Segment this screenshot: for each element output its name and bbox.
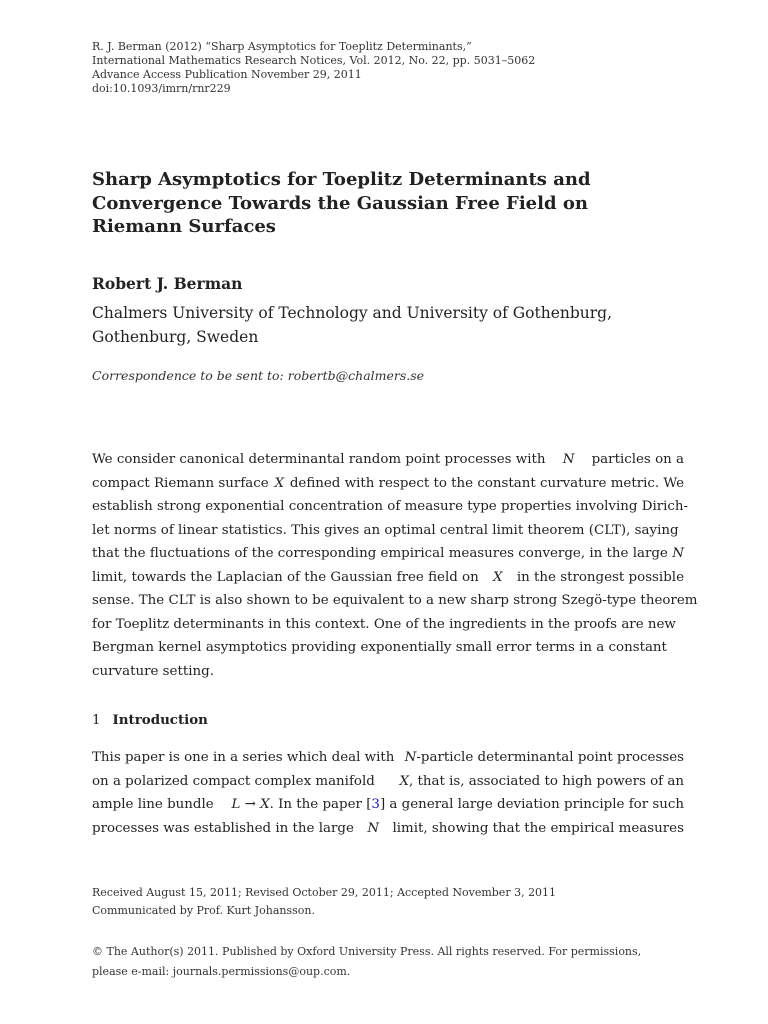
- abstract-line: Bergman kernel asymptotics providing exponentially small error terms in a constant: [92, 640, 667, 655]
- intro-line: ample line bundle L → X. In the paper [3] a general large deviation principle for such: [92, 797, 684, 812]
- copyright-line-1: © The Author(s) 2011. Published by Oxford University Press. All rights reserved. For permissions,: [92, 945, 642, 958]
- journal-header: [92, 40, 535, 96]
- section-heading: [92, 712, 208, 728]
- abstract-line: limit, towards the Laplacian of the Gaussian free field on X in the strongest possible: [92, 569, 684, 585]
- abstract-line: We consider canonical determinantal random point processes with N particles on a: [92, 452, 684, 467]
- affiliation-line-1: Chalmers University of Technology and University of Gothenburg,: [92, 304, 613, 322]
- abstract-line: compact Riemann surface X defined with respect to the constant curvature metric. We: [92, 475, 684, 491]
- title-line-1: Sharp Asymptotics for Toeplitz Determinants and: [92, 169, 591, 190]
- intro-line: This paper is one in a series which deal with N-particle determinantal point processes: [92, 750, 684, 765]
- introduction-text: [92, 746, 684, 840]
- correspondence: Correspondence to be sent to: robertb@chalmers.se: [92, 368, 425, 383]
- title-line-3: Riemann Surfaces: [92, 216, 276, 237]
- title-line-2: Convergence Towards the Gaussian Free Field on: [92, 192, 588, 214]
- abstract-line: that the fluctuations of the corresponding empirical measures converge, in the large N: [92, 546, 684, 561]
- citation-link[interactable]: 3: [371, 797, 380, 812]
- copyright-line-2: please e-mail: journals.permissions@oup.com.: [92, 965, 351, 978]
- received-info: [92, 884, 556, 920]
- intro-line: on a polarized compact complex manifold X, that is, associated to high powers of an: [92, 773, 684, 789]
- header-journal: International Mathematics Research Notices, Vol. 2012, No. 22, pp. 5031–5062: [92, 54, 536, 67]
- received-dates: Received August 15, 2011; Revised October 29, 2011; Accepted November 3, 2011: [92, 886, 557, 899]
- abstract-line: sense. The CLT is also shown to be equivalent to a new sharp strong Szegö-type theorem: [92, 593, 698, 608]
- copyright-notice: [92, 942, 641, 982]
- abstract-line: let norms of linear statistics. This gives an optimal central limit theorem (CLT), saying: [92, 522, 679, 538]
- header-doi[interactable]: doi:10.1093/imrn/rnr229: [92, 82, 231, 95]
- abstract-line: curvature setting.: [92, 663, 214, 679]
- section-title: Introduction: [112, 712, 208, 728]
- abstract: [92, 448, 698, 683]
- abstract-line: for Toeplitz determinants in this context. One of the ingredients in the proofs are new: [92, 616, 676, 632]
- communicated-by: Communicated by Prof. Kurt Johansson.: [92, 904, 315, 917]
- abstract-line: establish strong exponential concentration of measure type properties involving Dirich-: [92, 499, 689, 514]
- author-name: Robert J. Berman: [92, 274, 243, 293]
- header-publication: Advance Access Publication November 29, 2011: [92, 68, 362, 81]
- author-affiliation: [92, 301, 612, 349]
- affiliation-line-2: Gothenburg, Sweden: [92, 328, 259, 346]
- intro-line: processes was established in the large N limit, showing that the empirical measures: [92, 820, 684, 836]
- header-citation: R. J. Berman (2012) “Sharp Asymptotics for Toeplitz Determinants,”: [92, 40, 472, 53]
- section-number: 1: [92, 713, 101, 728]
- paper-title: [92, 168, 692, 239]
